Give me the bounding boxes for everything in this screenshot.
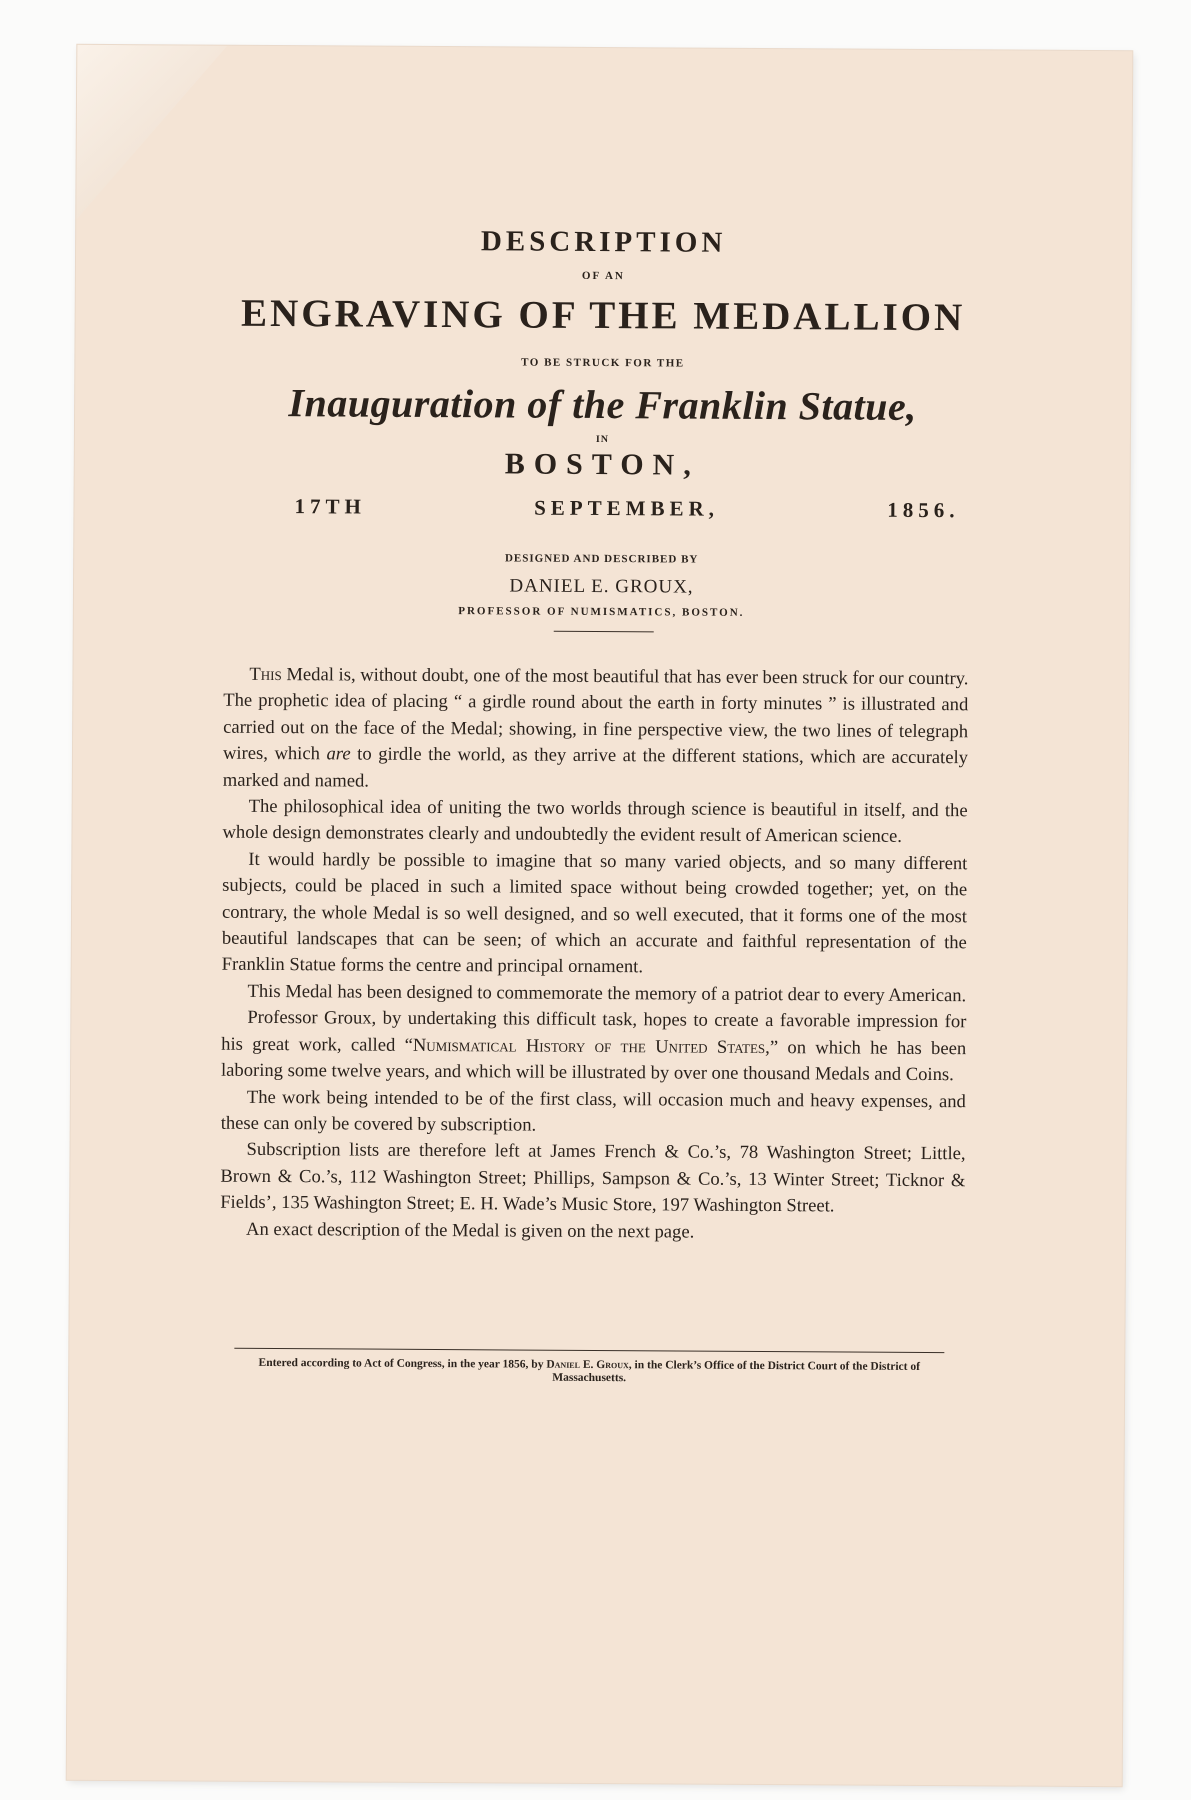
p1-text-a: Medal is, without doubt, one of the most beautiful that has ever been struck for our country. The prophetic idea of placing “ a girdle round about the earth in forty minutes ” is illustrated and carried out on the face of the Medal; showing, in fine perspective view, the two lines of telegraph wires, which: [222, 664, 969, 765]
p5-work-title: Numismatical History of the United States,: [412, 1034, 770, 1058]
copyright-footnote: [229, 1357, 949, 1387]
date-year: 1856.: [887, 497, 960, 523]
p1-lead: This: [249, 663, 282, 686]
p5-text-b: ” on which he has been laboring some twelve years, and which will be illustrated by over one thousand Medals and Coins.: [220, 1036, 967, 1086]
date-day: 17TH: [294, 494, 366, 519]
divider-rule: [554, 631, 654, 633]
body-text: [220, 662, 969, 1247]
p1-emphasis: are: [326, 743, 351, 765]
title-in: IN: [595, 433, 610, 446]
title-struck: TO BE STRUCK FOR THE: [521, 356, 685, 370]
paragraph-6: The work being intended to be of the first class, will occasion much and heavy expenses, and these can only be covered by subscription.: [220, 1086, 966, 1136]
title-engraving: ENGRAVING OF THE MEDALLION: [240, 291, 966, 340]
title-inauguration: Inauguration of the Franklin Statue,: [288, 380, 917, 429]
document-page: [67, 45, 1133, 1786]
paragraph-4: This Medal has been designed to commemorate the memory of a patriot dear to every American.: [247, 980, 967, 1007]
date-month: SEPTEMBER,: [534, 495, 719, 521]
footnote-rule: [234, 1348, 944, 1353]
paragraph-5: [221, 1005, 966, 1089]
paragraph-3: It would hardly be possible to imagine that so many varied objects, and so many different subjects, could be placed in such a limited space without being crowded together; yet, on the contrary, the whole Medal is so well designed, and so well executed, that it forms one of the most beautiful landscapes that can be seen; of which an accurate and faithful representation of the Franklin Statue forms the centre and principal ornament.: [221, 848, 968, 978]
footnote-text-a: Entered according to Act of Congress, in the year 1856, by: [258, 1356, 547, 1371]
paragraph-8: An exact description of the Medal is given on the next page.: [246, 1218, 695, 1243]
title-of-an: OF AN: [581, 269, 625, 283]
p1-text-b: to girdle the world, as they arrive at the different stations, which are accurately marked and named.: [222, 743, 969, 792]
author-name: DANIEL E. GROUX,: [509, 575, 694, 598]
footnote-text-b: in the Clerk’s Office of the District Court of the District of Massachusetts.: [552, 1359, 920, 1385]
title-date: [294, 494, 959, 523]
footnote-author: Daniel E. Groux,: [546, 1358, 632, 1372]
p5-text-a: Professor Groux, by undertaking this difficult task, hopes to create a favorable impression for his great work, called “: [221, 1007, 967, 1056]
title-description: DESCRIPTION: [480, 225, 727, 259]
designed-by: DESIGNED AND DESCRIBED BY: [504, 552, 699, 566]
paragraph-2: The philosophical idea of uniting the two worlds through science is beautiful in itself, and the whole design demonstrates clearly and undoubtedly the evident result of American science.: [222, 795, 968, 848]
paragraph-1: [223, 662, 969, 799]
title-boston: BOSTON,: [504, 447, 700, 482]
author-title: PROFESSOR OF NUMISMATICS, BOSTON.: [458, 605, 745, 619]
paragraph-7: Subscription lists are therefore left at James French & Co.’s, 78 Washington Street; Little, Brown & Co.’s, 112 Washington Street; Phillips, Sampson & Co.’s, 13 Winter Street; Ticknor & Fields’, 135 Washington Street; E. H. Wade’s Music Store, 197 Washington Street.: [220, 1139, 966, 1217]
